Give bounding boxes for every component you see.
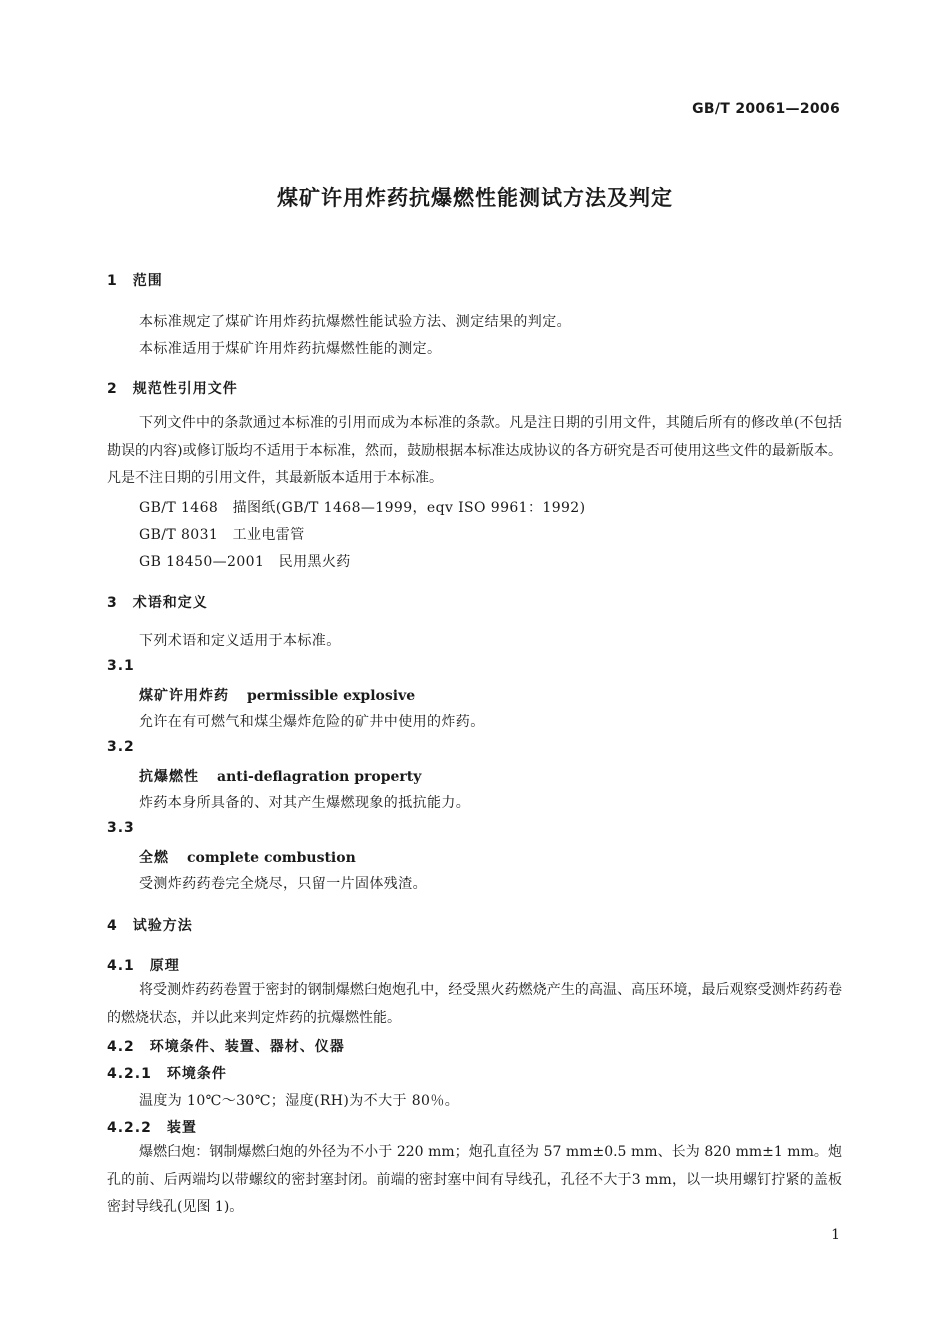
section-4-2-1-heading: 4.2.1 环境条件 bbox=[107, 1066, 227, 1082]
term-definition: 允许在有可燃气和煤尘爆炸危险的矿井中使用的炸药。 bbox=[139, 714, 485, 730]
term-en: anti-deflagration property bbox=[217, 769, 422, 785]
section-4-2-2-text: 爆燃臼炮：钢制爆燃臼炮的外径为不小于 220 mm；炮孔直径为 57 mm±0.5 mm、长为 820 mm±1 mm。炮孔的前、后两端均以带螺纹的密封塞封闭。前端的密封塞中间有导线孔，孔径不大于3 mm，以一块用螺钉拧紧的盖板密封导线孔(见图 1)。 bbox=[107, 1144, 842, 1215]
term-zh: 全燃 bbox=[139, 850, 169, 866]
section-4-1-heading: 4.1 原理 bbox=[107, 958, 180, 974]
term-zh: 抗爆燃性 bbox=[139, 769, 199, 785]
section-4-heading: 4 试验方法 bbox=[107, 918, 193, 934]
term-number: 3.3 bbox=[107, 820, 135, 836]
reference-item: GB/T 1468 描图纸(GB/T 1468—1999，eqv ISO 9961：1992) bbox=[139, 500, 586, 516]
term-number: 3.1 bbox=[107, 658, 135, 674]
term-en: permissible explosive bbox=[247, 688, 416, 704]
term-title bbox=[139, 766, 421, 786]
section-2-heading: 2 规范性引用文件 bbox=[107, 381, 238, 397]
section-4-2-2-heading: 4.2.2 装置 bbox=[107, 1120, 197, 1136]
section-4-2-1-text: 温度为 10℃～30℃；湿度(RH)为不大于 80％。 bbox=[139, 1093, 460, 1109]
section-3-intro: 下列术语和定义适用于本标准。 bbox=[139, 633, 341, 649]
term-en: complete combustion bbox=[187, 850, 356, 866]
reference-item: GB/T 8031 工业电雷管 bbox=[139, 527, 305, 543]
term-definition: 炸药本身所具备的、对其产生爆燃现象的抵抗能力。 bbox=[139, 795, 471, 811]
section-2-intro: 下列文件中的条款通过本标准的引用而成为本标准的条款。凡是注日期的引用文件，其随后所有的修改单(不包括勘误的内容)或修订版均不适用于本标准，然而，鼓励根据本标准达成协议的各方研究是否可使用这些文件的最新版本。凡是不注日期的引用文件，其最新版本适用于本标准。 bbox=[107, 415, 842, 486]
page-number: 1 bbox=[831, 1227, 840, 1243]
section-4-2-heading: 4.2 环境条件、装置、器材、仪器 bbox=[107, 1039, 345, 1055]
term-title bbox=[139, 847, 356, 867]
term-definition: 受测炸药药卷完全烧尽，只留一片固体残渣。 bbox=[139, 876, 427, 892]
section-1-paragraph-1: 本标准规定了煤矿许用炸药抗爆燃性能试验方法、测定结果的判定。 bbox=[139, 314, 571, 330]
document-title: 煤矿许用炸药抗爆燃性能测试方法及判定 bbox=[277, 186, 673, 210]
section-1-paragraph-2: 本标准适用于煤矿许用炸药抗爆燃性能的测定。 bbox=[139, 341, 442, 357]
term-number: 3.2 bbox=[107, 739, 135, 755]
standard-code: GB/T 20061—2006 bbox=[692, 101, 840, 117]
section-1-heading: 1 范围 bbox=[107, 273, 163, 289]
section-4-1-text: 将受测炸药药卷置于密封的钢制爆燃臼炮炮孔中，经受黑火药燃烧产生的高温、高压环境，最后观察受测炸药药卷的燃烧状态，并以此来判定炸药的抗爆燃性能。 bbox=[107, 982, 842, 1026]
section-3-heading: 3 术语和定义 bbox=[107, 595, 208, 611]
term-title bbox=[139, 685, 415, 705]
term-zh: 煤矿许用炸药 bbox=[139, 688, 229, 704]
reference-item: GB 18450—2001 民用黑火药 bbox=[139, 554, 351, 570]
